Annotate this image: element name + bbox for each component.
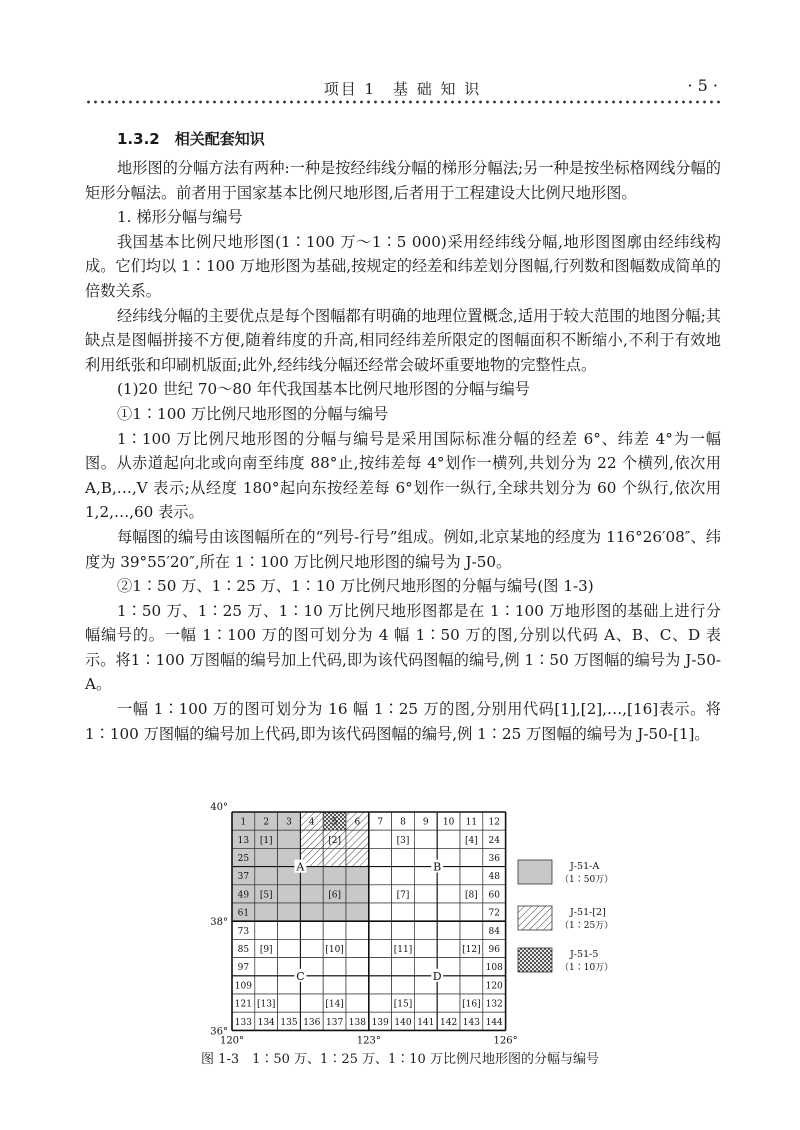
grid-cell xyxy=(346,830,369,848)
grid-cell xyxy=(392,867,415,885)
grid-diagram xyxy=(196,796,616,1044)
cell-number: 120 xyxy=(485,981,503,992)
grid-cell xyxy=(323,867,346,885)
grid-cell xyxy=(369,867,392,885)
grid-cell xyxy=(278,830,301,848)
block-code-label: [14] xyxy=(325,999,344,1010)
grid-cell xyxy=(369,830,392,848)
cell-number: 132 xyxy=(485,999,503,1010)
grid-cell xyxy=(460,921,483,939)
latitude-label: 38° xyxy=(210,917,228,929)
grid-cell xyxy=(369,885,392,903)
cell-number: 109 xyxy=(234,981,252,992)
legend-name: J-51-A xyxy=(570,861,600,872)
grid-cell xyxy=(437,830,460,848)
grid-cell xyxy=(255,976,278,994)
grid-cell xyxy=(346,921,369,939)
grid-cell xyxy=(255,848,278,866)
cell-number: 36 xyxy=(488,854,500,864)
grid-cell xyxy=(346,939,369,957)
running-title: 项目 1 基 础 知 识 xyxy=(323,80,482,98)
grid-cell xyxy=(300,903,323,921)
cell-number: 25 xyxy=(237,854,250,864)
longitude-label: 126° xyxy=(493,1035,518,1044)
grid-cell xyxy=(300,994,323,1012)
legend-swatch xyxy=(518,906,552,930)
grid-cell xyxy=(414,994,437,1012)
figure-1-3 xyxy=(196,796,616,1044)
legend-swatch xyxy=(518,948,552,972)
latitude-label: 36° xyxy=(210,1026,228,1038)
page-header xyxy=(85,74,720,100)
cell-number: 7 xyxy=(377,817,384,828)
cell-number: 136 xyxy=(303,1017,321,1028)
block-code-label: [10] xyxy=(325,945,344,955)
paragraph: 地形图的分幅方法有两种:一种是按经纬线分幅的梯形分幅法;另一种是按坐标格网线分幅的矩形分幅法。前者用于国家基本比例尺地形图,后者用于工程建设大比例尺地形图。 xyxy=(85,159,721,202)
grid-cell xyxy=(369,848,392,866)
cell-number: 37 xyxy=(237,872,250,883)
cell-number: 135 xyxy=(280,1017,298,1028)
cell-number: 138 xyxy=(348,1017,366,1028)
grid-cell xyxy=(392,921,415,939)
block-code-label: [4] xyxy=(465,835,478,846)
longitude-label: 123° xyxy=(356,1035,381,1044)
grid-cell xyxy=(392,903,415,921)
cell-number: 12 xyxy=(488,817,500,828)
legend-name: J-51-5 xyxy=(570,949,599,960)
grid-cell xyxy=(437,994,460,1012)
block-code-label: [6] xyxy=(328,890,341,901)
cell-number: 11 xyxy=(465,817,478,828)
paragraph: 一幅 1∶100 万的图可划分为 16 幅 1∶25 万的图,分别用代码[1],[2],…,[16]表示。将 1∶100 万图幅的编号加上代码,即为该代码图幅的编号,例 1∶25 万图幅的编号为 J-50-[1]。 xyxy=(85,700,721,743)
grid-cell xyxy=(414,885,437,903)
cell-number: 142 xyxy=(440,1017,458,1028)
legend-name: J-51-[2] xyxy=(570,907,606,918)
grid-cell xyxy=(437,885,460,903)
paragraph: 1∶50 万、1∶25 万、1∶10 万比例尺地形图都是在 1∶100 万地形图的基础上进行分幅编号的。一幅 1∶100 万的图可划分为 4 幅 1∶50 万的图,分别以代码 A、B、C、D 表示。将1∶100 万图幅的编号加上代码,即为该代码图幅的编号,例 1∶50 万图幅的编号为 J-50-A。 xyxy=(85,601,721,694)
cell-number: 8 xyxy=(400,817,406,828)
cell-number: 96 xyxy=(488,945,500,955)
cell-number: 108 xyxy=(485,963,503,974)
subheading: ①1∶100 万比例尺地形图的分幅与编号 xyxy=(117,404,389,423)
grid-cell xyxy=(460,848,483,866)
grid-cell xyxy=(414,903,437,921)
grid-cell xyxy=(278,921,301,939)
grid-cell xyxy=(346,976,369,994)
cell-number: 139 xyxy=(371,1017,389,1028)
legend-scale: （1∶25万） xyxy=(560,921,614,931)
block-code-label: [12] xyxy=(462,945,481,955)
grid-cell xyxy=(369,994,392,1012)
grid-cell xyxy=(369,958,392,976)
grid-cell xyxy=(300,921,323,939)
cell-number: 72 xyxy=(488,908,500,919)
cell-number: 6 xyxy=(354,817,361,828)
grid-cell xyxy=(278,885,301,903)
cell-number: 49 xyxy=(237,890,250,901)
longitude-label: 120° xyxy=(219,1035,245,1044)
figure-caption: 图 1-3 1∶50 万、1∶25 万、1∶10 万比例尺地形图的分幅与编号 xyxy=(201,1052,599,1067)
grid-cell xyxy=(323,921,346,939)
grid-cell xyxy=(323,958,346,976)
grid-cell xyxy=(346,848,369,866)
grid-cell xyxy=(392,848,415,866)
legend-scale: （1∶50万） xyxy=(560,875,614,885)
grid-cell xyxy=(346,885,369,903)
grid-cell xyxy=(300,939,323,957)
cell-number: 1 xyxy=(240,817,247,828)
cell-number: 134 xyxy=(257,1017,275,1028)
grid-cell xyxy=(369,903,392,921)
grid-cell xyxy=(437,921,460,939)
block-code-label: [13] xyxy=(256,999,276,1010)
grid-cell xyxy=(392,976,415,994)
grid-cell xyxy=(460,976,483,994)
grid-cell xyxy=(346,867,369,885)
cell-number: 10 xyxy=(442,817,455,828)
body-text xyxy=(85,156,721,746)
grid-cell xyxy=(300,830,323,848)
block-code-label: [11] xyxy=(393,945,413,955)
cell-number: 24 xyxy=(488,835,500,846)
grid-cell xyxy=(369,939,392,957)
paragraph: 经纬线分幅的主要优点是每个图幅都有明确的地理位置概念,适用于较大范围的地图分幅;其缺点是图幅拼接不方便,随着纬度的升高,相同经纬差所限定的图幅面积不断缩小,不利于有效地利用纸张和印刷机版面;此外,经纬线分幅还经常会破坏重要地物的完整性点。 xyxy=(85,306,721,374)
cell-number: 85 xyxy=(237,945,250,955)
quadrant-label: A xyxy=(296,860,305,874)
grid-cell xyxy=(460,958,483,976)
cell-number: 9 xyxy=(422,817,429,828)
grid-cell xyxy=(323,903,346,921)
cell-number: 13 xyxy=(237,835,250,846)
grid-cell xyxy=(346,994,369,1012)
block-code-label: [2] xyxy=(328,835,341,846)
grid-cell xyxy=(278,939,301,957)
grid-cell xyxy=(460,867,483,885)
grid-cell xyxy=(414,939,437,957)
cell-number: 2 xyxy=(263,817,270,828)
cell-number: 4 xyxy=(308,817,315,828)
page-number: · 5 · xyxy=(687,76,718,95)
grid-cell xyxy=(414,830,437,848)
header-dotted-rule xyxy=(85,99,720,105)
quadrant-label: B xyxy=(433,860,442,874)
grid-cell xyxy=(323,976,346,994)
quadrant-label: D xyxy=(432,969,442,983)
grid-cell xyxy=(255,921,278,939)
paragraph: 我国基本比例尺地形图(1∶100 万～1∶5 000)采用经纬线分幅,地形图图廓由经纬线构成。它们均以 1∶100 万地形图为基础,按规定的经差和纬差划分图幅,行列数和图幅数成简单的倍数关系。 xyxy=(85,232,721,300)
cell-number: 3 xyxy=(286,817,292,828)
legend-scale: （1∶10万） xyxy=(560,963,614,973)
paragraph: 每幅图的编号由该图幅所在的“列号-行号”组成。例如,北京某地的经度为 116°26′08″、纬度为 39°55′20″,所在 1∶100 万比例尺地形图的编号为 J-50。 xyxy=(85,527,721,571)
grid-cell xyxy=(255,903,278,921)
grid-cell xyxy=(369,976,392,994)
grid-cell xyxy=(460,903,483,921)
grid-cell xyxy=(255,867,278,885)
block-code-label: [3] xyxy=(396,835,410,846)
cell-number: 61 xyxy=(237,908,250,919)
grid-cell xyxy=(346,958,369,976)
cell-number: 133 xyxy=(234,1017,252,1028)
grid-cell xyxy=(278,994,301,1012)
cell-number: 137 xyxy=(326,1017,344,1028)
grid-cell xyxy=(414,921,437,939)
cell-number: 144 xyxy=(485,1017,503,1028)
quadrant-label: C xyxy=(296,969,305,983)
subheading: 1. 梯形分幅与编号 xyxy=(117,208,243,227)
block-code-label: [7] xyxy=(396,890,410,901)
block-code-label: [5] xyxy=(259,890,273,901)
cell-number: 60 xyxy=(488,890,500,901)
grid-cell xyxy=(300,885,323,903)
latitude-label: 40° xyxy=(210,802,228,813)
grid-cell xyxy=(369,921,392,939)
cell-number: 140 xyxy=(394,1017,412,1028)
subheading: ②1∶50 万、1∶25 万、1∶10 万比例尺地形图的分幅与编号(图 1-3) xyxy=(117,577,594,596)
cell-number: 97 xyxy=(237,963,250,974)
cell-number: 48 xyxy=(488,872,500,883)
grid-cell xyxy=(346,903,369,921)
cell-number: 121 xyxy=(234,999,252,1010)
grid-cell xyxy=(323,848,346,866)
cell-number: 143 xyxy=(462,1017,480,1028)
grid-cell xyxy=(278,903,301,921)
grid-cell xyxy=(437,903,460,921)
grid-cell xyxy=(437,939,460,957)
section-title: 1.3.2 相关配套知识 xyxy=(117,130,265,148)
paragraph: 1∶100 万比例尺地形图的分幅与编号是采用国际标准分幅的经差 6°、纬差 4°为一幅图。从赤道起向北或向南至纬度 88°止,按纬差每 4°划作一横列,共划分为 22 个横列,依次用 A,B,…,V 表示;从经度 180°起向东按经差每 6°划作一纵行,全球共划分为 60 个纵行,依次用 1,2,…,60 表示。 xyxy=(85,429,721,522)
block-code-label: [16] xyxy=(462,999,481,1010)
cell-number: 5 xyxy=(331,817,338,828)
legend-swatch xyxy=(518,860,552,884)
block-code-label: [8] xyxy=(465,890,478,901)
subheading: (1)20 世纪 70～80 年代我国基本比例尺地形图的分幅与编号 xyxy=(117,380,530,399)
block-code-label: [9] xyxy=(259,945,273,955)
cell-number: 141 xyxy=(417,1017,435,1028)
grid-cell xyxy=(255,958,278,976)
grid-cell xyxy=(392,958,415,976)
cell-number: 73 xyxy=(237,926,250,937)
block-code-label: [15] xyxy=(393,999,413,1010)
cell-number: 84 xyxy=(488,926,500,937)
block-code-label: [1] xyxy=(259,835,273,846)
